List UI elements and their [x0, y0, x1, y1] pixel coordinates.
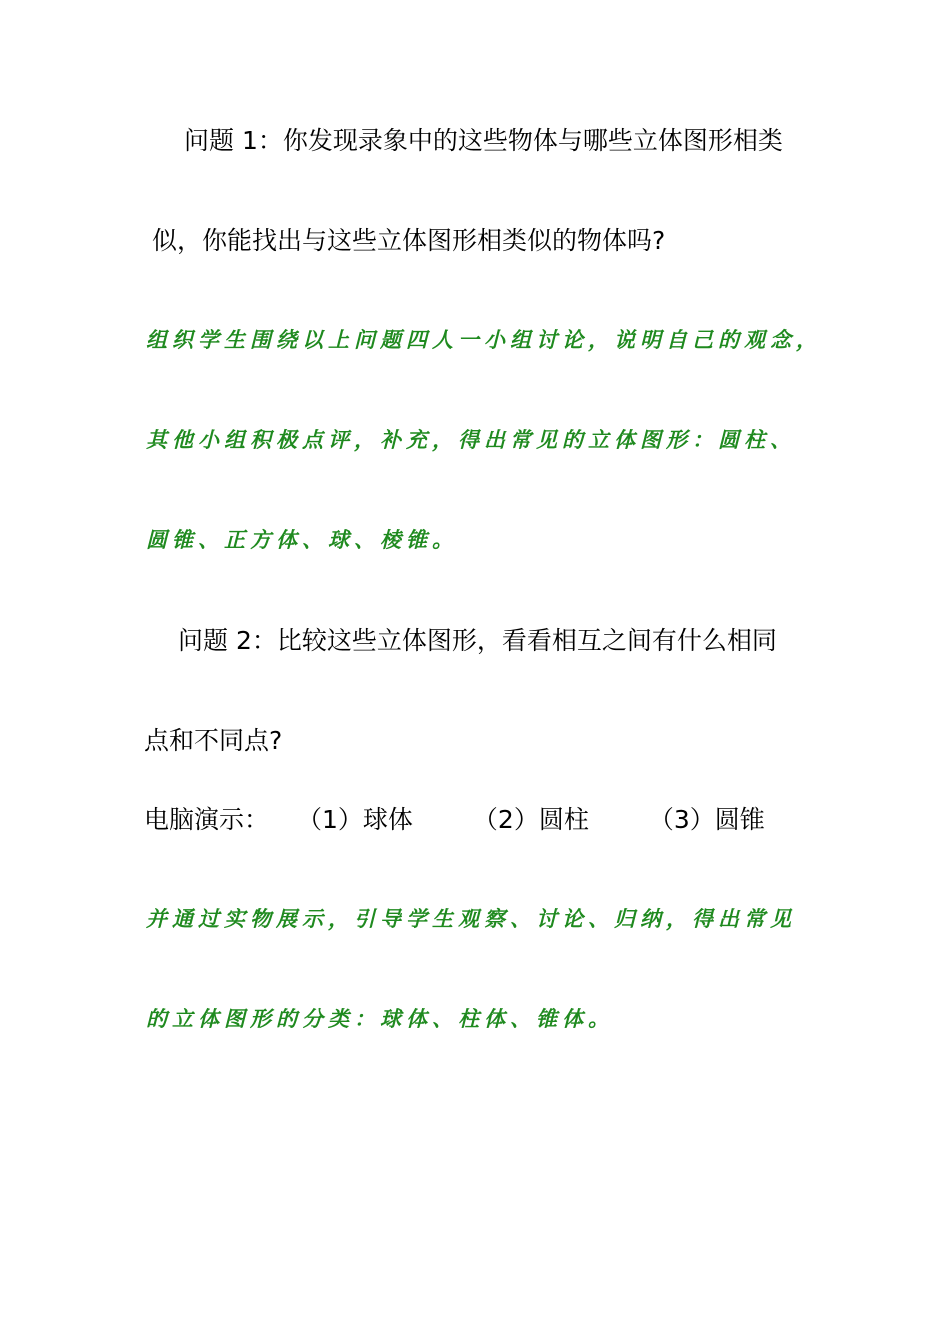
answer-1-line-1: 组织学生围绕以上问题四人一小组讨论，说明自己的观念，: [146, 327, 822, 352]
question-2-line-2: 点和不同点?: [144, 726, 283, 755]
answer-2-line-2: 的立体图形的分类：球体、柱体、锥体。: [146, 1006, 614, 1031]
answer-2-line-1: 并通过实物展示，引导学生观察、讨论、归纳，得出常见: [146, 906, 796, 931]
answer-1-line-2: 其他小组积极点评，补充，得出常见的立体图形：圆柱、: [146, 427, 796, 452]
question-1-line-1: 问题 1：你发现录象中的这些物体与哪些立体图形相类: [184, 126, 783, 155]
question-2-line-1: 问题 2：比较这些立体图形，看看相互之间有什么相同: [178, 626, 777, 655]
demo-label: 电脑演示：: [144, 805, 270, 834]
question-1-line-2: 似，你能找出与这些立体图形相类似的物体吗?: [152, 226, 666, 255]
demo-item-sphere: （1）球体: [297, 805, 413, 834]
demo-line: [144, 807, 765, 832]
demo-item-cone: （3）圆锥: [648, 805, 765, 834]
answer-1-line-3: 圆锥、正方体、球、棱锥。: [146, 527, 458, 552]
demo-item-cylinder: （2）圆柱: [472, 805, 589, 834]
